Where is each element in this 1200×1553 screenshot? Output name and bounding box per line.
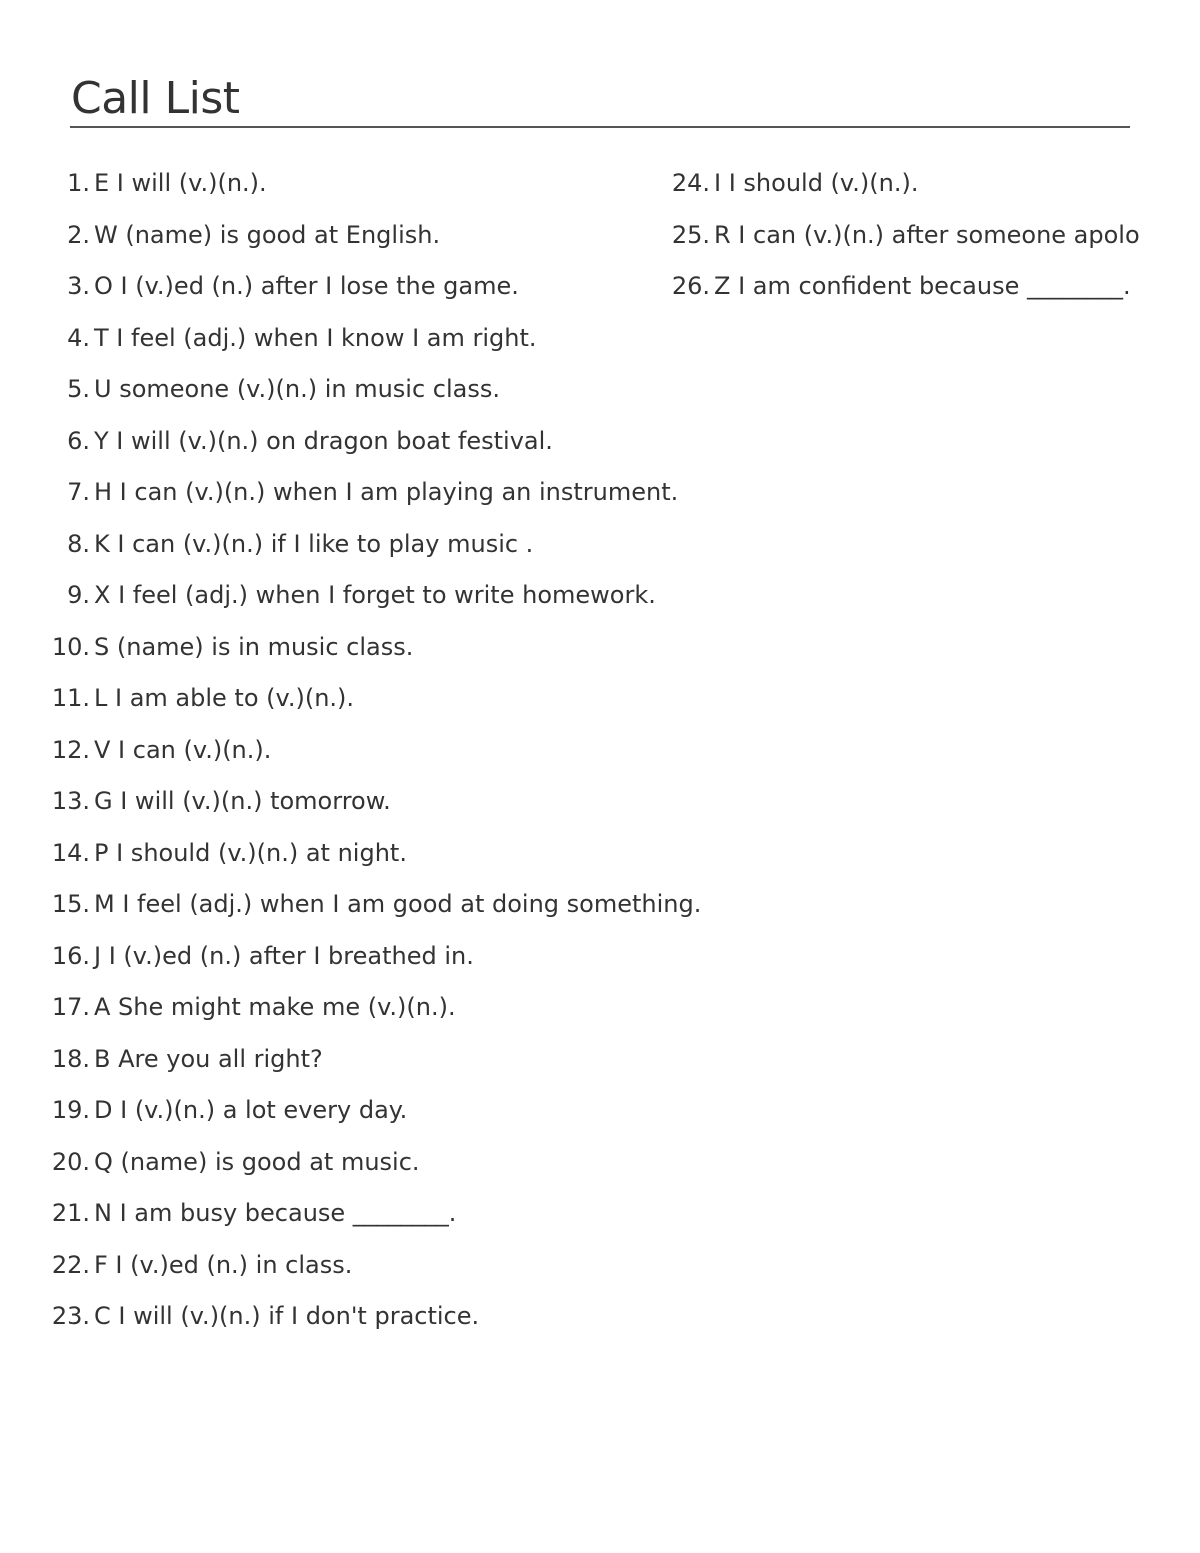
clue-number: 11. bbox=[51, 684, 90, 712]
clue-text: A She might make me (v.)(n.). bbox=[94, 993, 456, 1021]
clue-item bbox=[40, 210, 760, 262]
clue-item bbox=[40, 467, 760, 519]
clue-number: 8. bbox=[67, 529, 90, 558]
clue-text: X I feel (adj.) when I forget to write homework. bbox=[94, 581, 656, 609]
clue-number: 4. bbox=[67, 323, 90, 352]
clue-text: G I will (v.)(n.) tomorrow. bbox=[94, 787, 391, 815]
clue-number: 7. bbox=[67, 478, 90, 506]
clue-text: T I feel (adj.) when I know I am right. bbox=[94, 323, 537, 352]
clue-item bbox=[660, 210, 1200, 262]
clue-number: 13. bbox=[51, 787, 90, 815]
clue-item bbox=[40, 1240, 760, 1292]
clue-item bbox=[40, 725, 760, 777]
clue-number: 18. bbox=[51, 1044, 90, 1073]
clue-item bbox=[40, 622, 760, 674]
clue-number: 14. bbox=[51, 838, 90, 867]
clue-number: 24. bbox=[671, 169, 710, 197]
clue-text: B Are you all right? bbox=[94, 1044, 323, 1073]
clue-item bbox=[40, 776, 760, 828]
clue-item bbox=[40, 261, 760, 313]
clue-number: 23. bbox=[51, 1302, 90, 1330]
clue-text: I I should (v.)(n.). bbox=[714, 169, 919, 197]
clue-item bbox=[40, 879, 760, 931]
clue-number: 6. bbox=[67, 426, 90, 455]
clue-number: 21. bbox=[51, 1199, 90, 1227]
clue-item bbox=[40, 313, 760, 365]
clue-item bbox=[40, 931, 760, 983]
clue-item bbox=[660, 261, 1200, 313]
clue-text: R I can (v.)(n.) after someone apolo bbox=[714, 220, 1140, 249]
clue-item bbox=[40, 570, 760, 622]
clue-item bbox=[660, 158, 1200, 210]
clue-number: 19. bbox=[51, 1096, 90, 1124]
clue-number: 25. bbox=[671, 220, 710, 249]
clue-number: 22. bbox=[51, 1250, 90, 1279]
clue-text: Z I am confident because ________. bbox=[714, 272, 1131, 300]
clue-text: Q (name) is good at music. bbox=[94, 1147, 420, 1176]
clue-item bbox=[40, 416, 760, 468]
clue-item bbox=[40, 364, 760, 416]
clue-text: N I am busy because ________. bbox=[94, 1199, 457, 1227]
clue-number: 10. bbox=[51, 632, 90, 661]
clue-text: F I (v.)ed (n.) in class. bbox=[94, 1250, 353, 1279]
clue-number: 16. bbox=[51, 941, 90, 970]
clue-text: E I will (v.)(n.). bbox=[94, 169, 267, 197]
clue-list-right bbox=[660, 158, 1200, 318]
clue-text: Y I will (v.)(n.) on dragon boat festival. bbox=[94, 426, 553, 455]
clue-item bbox=[40, 519, 760, 571]
clue-item bbox=[40, 1137, 760, 1189]
clue-number: 17. bbox=[51, 993, 90, 1021]
clue-item bbox=[40, 158, 760, 210]
clue-text: C I will (v.)(n.) if I don't practice. bbox=[94, 1302, 480, 1330]
clue-number: 5. bbox=[67, 375, 90, 403]
clue-item bbox=[40, 1085, 760, 1137]
clue-text: M I feel (adj.) when I am good at doing something. bbox=[94, 890, 702, 918]
title-underline bbox=[70, 126, 1130, 128]
clue-text: P I should (v.)(n.) at night. bbox=[94, 838, 407, 867]
clue-text: D I (v.)(n.) a lot every day. bbox=[94, 1096, 408, 1124]
clue-item bbox=[40, 982, 760, 1034]
page-title: Call List bbox=[71, 73, 240, 124]
clue-number: 1. bbox=[67, 169, 90, 197]
clue-number: 9. bbox=[67, 581, 90, 609]
clue-item bbox=[40, 673, 760, 725]
clue-text: J I (v.)ed (n.) after I breathed in. bbox=[94, 941, 474, 970]
clue-text: H I can (v.)(n.) when I am playing an instrument. bbox=[94, 478, 679, 506]
clue-number: 3. bbox=[67, 272, 90, 300]
clue-text: L I am able to (v.)(n.). bbox=[94, 684, 355, 712]
clue-number: 12. bbox=[51, 735, 90, 764]
clue-text: S (name) is in music class. bbox=[94, 632, 414, 661]
clue-item bbox=[40, 1291, 760, 1343]
clue-list-left bbox=[40, 158, 760, 1343]
clue-item bbox=[40, 828, 760, 880]
clue-item bbox=[40, 1188, 760, 1240]
clue-text: O I (v.)ed (n.) after I lose the game. bbox=[94, 272, 519, 300]
clue-number: 26. bbox=[671, 272, 710, 300]
clue-text: K I can (v.)(n.) if I like to play music . bbox=[94, 529, 534, 558]
clue-number: 20. bbox=[51, 1147, 90, 1176]
clue-text: U someone (v.)(n.) in music class. bbox=[94, 375, 501, 403]
clue-number: 15. bbox=[51, 890, 90, 918]
clue-text: W (name) is good at English. bbox=[94, 220, 441, 249]
clue-number: 2. bbox=[67, 220, 90, 249]
clue-text: V I can (v.)(n.). bbox=[94, 735, 272, 764]
clue-item bbox=[40, 1034, 760, 1086]
